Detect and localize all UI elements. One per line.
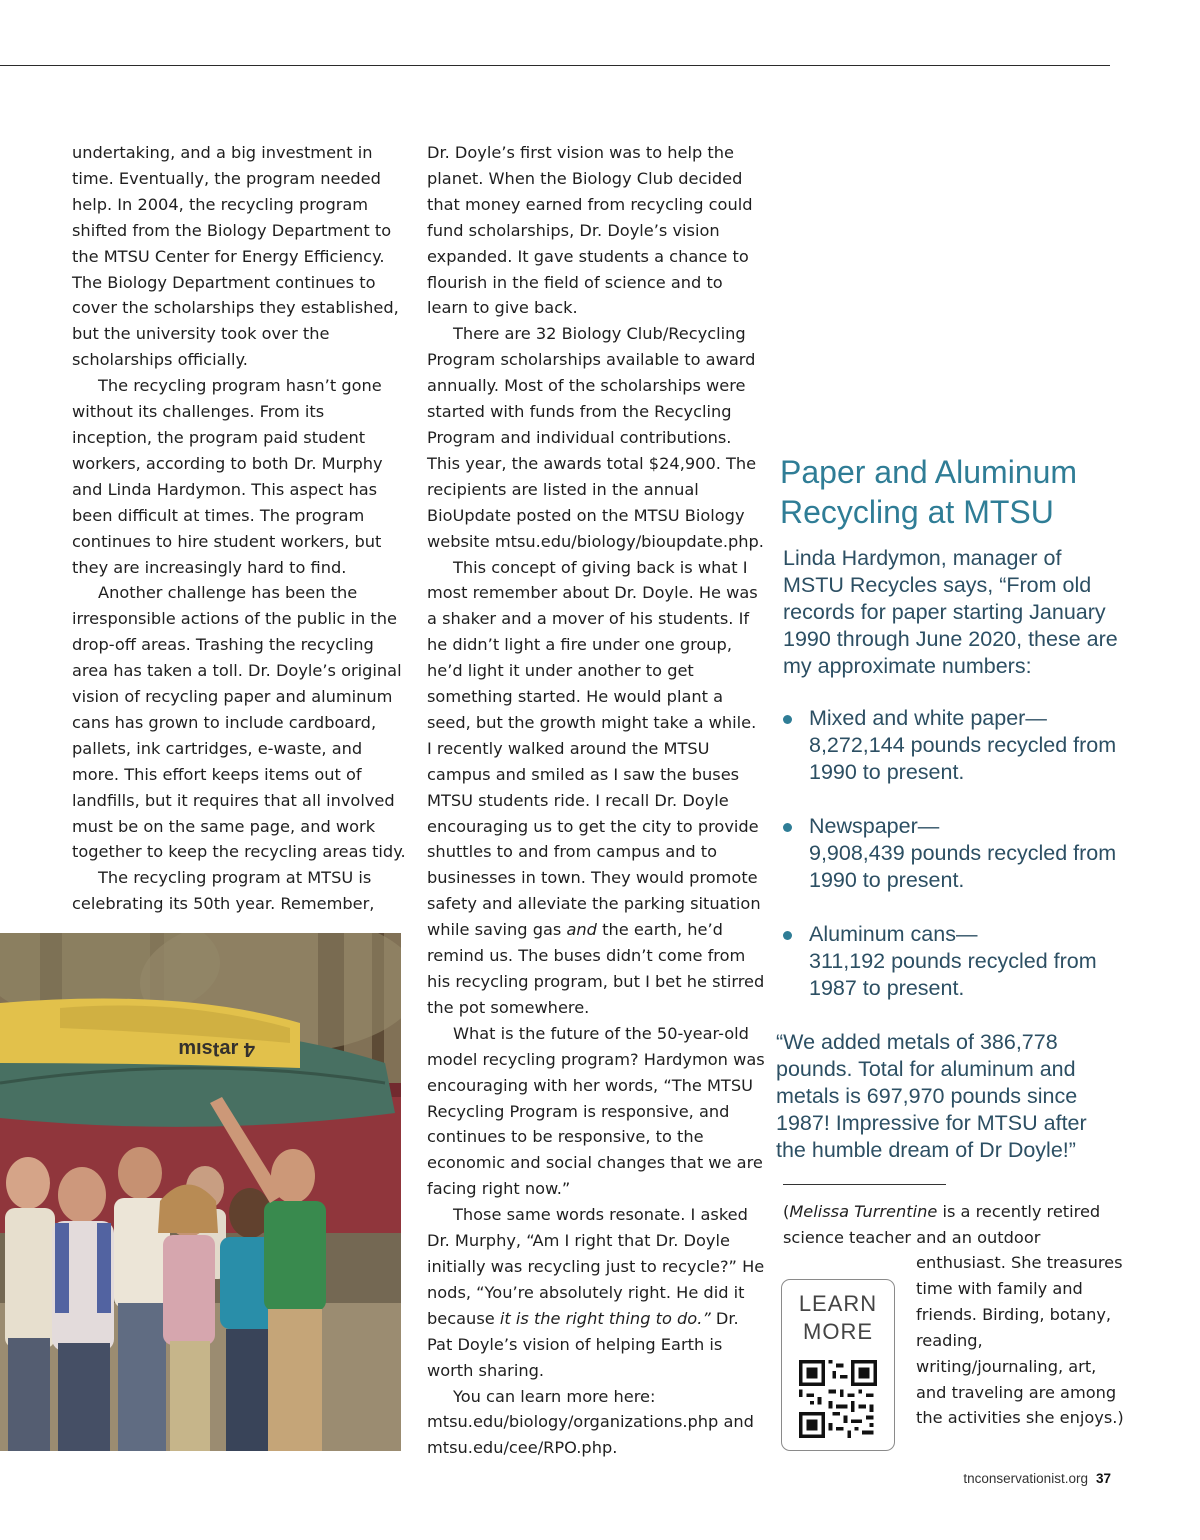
stat-label: Newspaper— (809, 814, 940, 838)
author-bio-continued: enthusiast. She treasures time with family and friends. Birding, botany, reading, writing/journaling, art, and traveling are among the activities she enjoys.) (916, 1253, 1124, 1428)
article-column-2 (427, 140, 765, 1461)
article-column-1 (72, 140, 408, 917)
emphasis-text: and (566, 920, 597, 940)
author-bio (783, 1199, 1118, 1251)
sidebar-quote: “We added metals of 386,778 pounds. Total for aluminum and metals is 697,970 pounds since 1987! Impressive for MTSU after the humble dream of Dr Doyle!” (776, 1030, 1087, 1162)
paragraph (427, 555, 765, 1021)
text-run: Dr. Pat Doyle’s vision of helping Earth is worth sharing. (427, 1308, 739, 1380)
list-item (780, 921, 1120, 1002)
paragraph: Another challenge has been the irresponsible actions of the public in the drop-off areas. Trashing the recycling area has taken a toll. Dr. Doyle’s original vision of recycling paper and aluminum cans has grown to include cardboard, pallets, ink cartridges, e-waste, and more. This effort keeps items out of landfills, but it requires that all involved must be on the same page, and work together to keep the recycling areas tidy. (72, 583, 406, 862)
qr-code-icon[interactable] (799, 1360, 877, 1438)
author-name: Melissa Turrentine (789, 1202, 938, 1221)
bullet-dot-icon (783, 931, 792, 940)
stat-detail: 8,272,144 pounds recycled from 1990 to present. (809, 733, 1117, 784)
page-footer (963, 1471, 1111, 1486)
footer-url[interactable]: tnconservationist.org (963, 1471, 1088, 1486)
list-item (780, 705, 1120, 786)
paragraph: Dr. Doyle’s first vision was to help the planet. When the Biology Club decided that money earned from recycling could fund scholarships, Dr. Doyle’s vision expanded. It gave students a chance to flourish in the field of science and to learn to give back. (427, 143, 753, 318)
sidebar-intro: Linda Hardymon, manager of MSTU Recycles says, “From old records for paper starting January 1990 through June 2020, these are my approximate numbers: (783, 546, 1118, 678)
stat-label: Mixed and white paper— (809, 706, 1047, 730)
paragraph (427, 1202, 765, 1383)
paragraph: What is the future of the 50-year-old model recycling program? Hardymon was encouraging with her words, “The MTSU Recycling Program is responsive, and continues to be responsive, to the economic and social changes that we are facing right now.” (427, 1023, 765, 1199)
bio-open-paren: ( (783, 1202, 790, 1221)
text-run: This concept of giving back is what I most remember about Dr. Doyle. He was a shaker and a mover of his students. If he didn’t light a fire under one group, he’d light it under another to get something started. He would plant a seed, but the growth might take a while. I recently walked around the MTSU campus and smiled as I saw the buses MTSU students ride. I recall Dr. Doyle encouraging us to get the city to provide shuttles to and from campus and to businesses in town. They would promote safety and alleviate the parking situation while saving gas (427, 557, 761, 940)
top-rule (0, 65, 1110, 66)
learn-more-line: MORE (803, 1319, 873, 1344)
sidebar-title: Paper and Aluminum Recycling at MTSU (780, 454, 1078, 530)
stat-detail: 311,192 pounds recycled from 1987 to present. (809, 949, 1097, 1000)
stat-detail: 9,908,439 pounds recycled from 1990 to present. (809, 841, 1117, 892)
paragraph: undertaking, and a big investment in time. Eventually, the program needed help. In 2004, the recycling program shifted from the Biology Department to the MTSU Center for Energy Efficiency. The Biology Department continues to cover the scholarships they established, but the university took over the scholarships officially. (72, 143, 399, 370)
learn-more-box[interactable] (781, 1279, 895, 1451)
paragraph: There are 32 Biology Club/Recycling Program scholarships available to award annually. Most of the scholarships were started with funds from the Recycling Program and individual contributions. This year, the awards total $24,900. The recipients are listed in the annual BioUpdate posted on the MTSU Biology website mtsu.edu/biology/bioupdate.php. (427, 324, 764, 551)
canoe-lettering: 4 ɹɐʇsıɯ (178, 1038, 255, 1060)
emphasis-text: it is the right thing to do.” (499, 1308, 711, 1328)
paragraph: The recycling program at MTSU is celebrating its 50th year. Remember, (72, 868, 375, 914)
paragraph: The recycling program hasn’t gone without its challenges. From its inception, the program paid student workers, according to both Dr. Murphy and Linda Hardymon. This aspect has been difficult at times. The program continues to hire student workers, but they are increasingly hard to find. (72, 376, 383, 577)
text-run: the earth, he’d remind us. The buses didn’t come from his recycling program, but I bet he stirred the pot somewhere. (427, 920, 765, 1017)
text-run: Those same words resonate. I asked Dr. Murphy, “Am I right that Dr. Doyle initially was recycling just to recycle?” He nods, “You’re absolutely right. He did it because (427, 1205, 765, 1328)
paragraph: You can learn more here: mtsu.edu/biology/organizations.php and mtsu.edu/cee/RPO.php. (427, 1386, 754, 1458)
learn-more-line: LEARN (798, 1291, 878, 1316)
stat-label: Aluminum cans— (809, 922, 978, 946)
recycling-stats-list (780, 705, 1120, 1029)
list-item (780, 813, 1120, 894)
bio-text: is a recently retired science teacher and an outdoor (783, 1202, 1101, 1247)
page-number: 37 (1095, 1471, 1111, 1486)
historic-group-photo (0, 933, 401, 1451)
bullet-dot-icon (783, 823, 792, 832)
bullet-dot-icon (783, 715, 792, 724)
bio-divider (783, 1184, 946, 1185)
learn-more-label (782, 1290, 894, 1346)
